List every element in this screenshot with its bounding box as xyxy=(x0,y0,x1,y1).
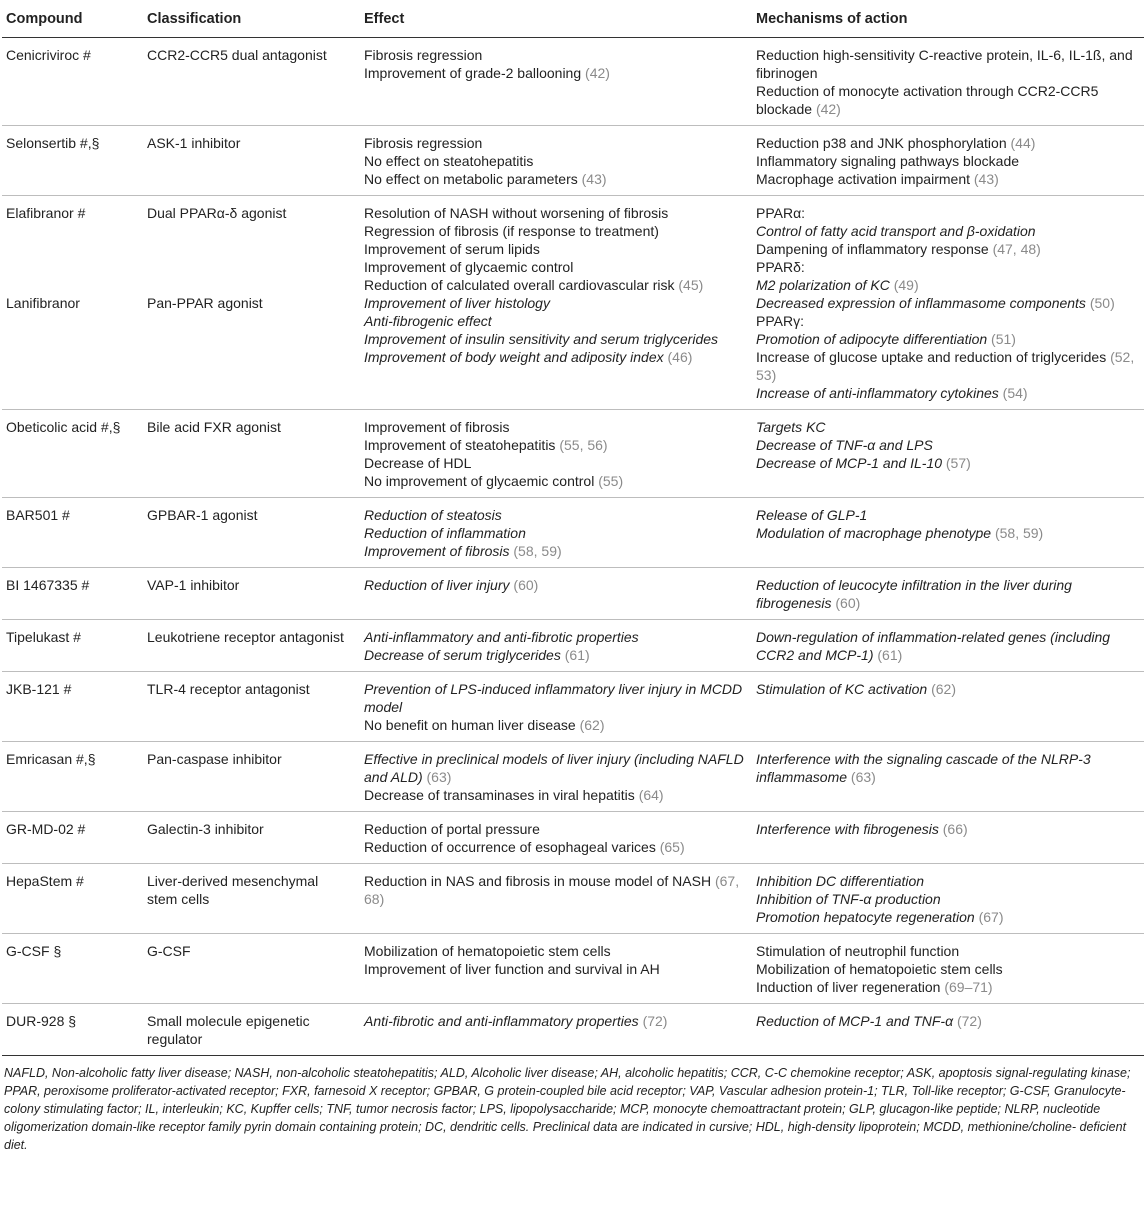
mechanism-line xyxy=(756,680,1136,698)
line-text: Decreased expression of inflammasome components xyxy=(756,295,1090,311)
mechanism-line xyxy=(756,204,1136,222)
effect-cell xyxy=(360,498,752,568)
compound-name: BAR501 # xyxy=(6,507,70,523)
line-text: Improvement of body weight and adiposity index xyxy=(364,349,668,365)
classification-cell xyxy=(143,568,360,620)
reference-link[interactable]: (64) xyxy=(638,787,664,803)
compound-name: JKB-121 # xyxy=(6,681,72,697)
effect-line xyxy=(364,960,744,978)
mechanism-line xyxy=(756,294,1136,312)
line-text: Decrease of MCP-1 and IL-10 xyxy=(756,455,946,471)
line-text: Interference with the signaling cascade of the NLRP-3 inflammasome xyxy=(756,751,1091,785)
effect-cell xyxy=(360,672,752,742)
compound-cell xyxy=(2,864,143,934)
mechanism-line xyxy=(756,524,1136,542)
effect-line xyxy=(364,542,744,560)
table-row xyxy=(2,38,1144,126)
line-text: Improvement of insulin sensitivity and serum triglycerides xyxy=(364,331,719,347)
effect-line xyxy=(364,46,744,64)
line-text: Reduction of occurrence of esophageal varices xyxy=(364,839,660,855)
effect-line xyxy=(364,454,744,472)
mechanism-cell xyxy=(752,196,1144,410)
effect-line xyxy=(364,716,744,734)
table-row xyxy=(2,1004,1144,1056)
line-text: Decrease of TNF-α and LPS xyxy=(756,437,933,453)
effect-line xyxy=(364,872,744,908)
classification-text: Galectin-3 inhibitor xyxy=(147,821,264,837)
compound-name: HepaStem # xyxy=(6,873,84,889)
effect-line xyxy=(364,170,744,188)
effect-cell xyxy=(360,812,752,864)
reference-link[interactable]: (72) xyxy=(642,1013,668,1029)
classification-text: Liver-derived mesenchymal stem cells xyxy=(147,873,319,907)
compound-name: G-CSF § xyxy=(6,943,62,959)
classification-cell xyxy=(143,196,360,410)
effect-line xyxy=(364,276,744,294)
mechanism-cell xyxy=(752,672,1144,742)
reference-link[interactable]: (52, 53) xyxy=(756,349,1135,383)
reference-link[interactable]: (43) xyxy=(581,171,607,187)
effect-line xyxy=(364,312,744,330)
line-text: Improvement of glycaemic control xyxy=(364,259,574,275)
reference-link[interactable]: (60) xyxy=(513,577,539,593)
line-text: Effective in preclinical models of liver injury (including NAFLD and ALD) xyxy=(364,751,744,785)
table-row xyxy=(2,934,1144,1004)
reference-link[interactable]: (67, 68) xyxy=(364,873,740,907)
line-text: Reduction in NAS and fibrosis in mouse model of NASH xyxy=(364,873,715,889)
reference-link[interactable]: (45) xyxy=(678,277,704,293)
classification-text: Pan-PPAR agonist xyxy=(147,295,263,311)
reference-link[interactable]: (54) xyxy=(1002,385,1028,401)
compound-cell xyxy=(2,620,143,672)
effect-line xyxy=(364,222,744,240)
reference-link[interactable]: (72) xyxy=(956,1013,982,1029)
reference-link[interactable]: (63) xyxy=(850,769,876,785)
classification-cell xyxy=(143,742,360,812)
reference-link[interactable]: (62) xyxy=(579,717,605,733)
compound-name: Elafibranor # xyxy=(6,205,86,221)
reference-link[interactable]: (50) xyxy=(1089,295,1115,311)
classification-text: Bile acid FXR agonist xyxy=(147,419,281,435)
line-text: Anti-fibrotic and anti-inflammatory properties xyxy=(364,1013,643,1029)
effect-cell xyxy=(360,38,752,126)
line-text: Reduction p38 and JNK phosphorylation xyxy=(756,135,1011,151)
line-text: Prevention of LPS-induced inflammatory liver injury in MCDD model xyxy=(364,681,743,715)
classification-cell xyxy=(143,126,360,196)
classification-cell xyxy=(143,812,360,864)
header-mechanism: Mechanisms of action xyxy=(752,0,1144,38)
mechanism-cell xyxy=(752,568,1144,620)
table-row xyxy=(2,126,1144,196)
mechanism-line xyxy=(756,872,1136,890)
table-row xyxy=(2,812,1144,864)
classification-cell xyxy=(143,1004,360,1056)
classification-cell xyxy=(143,410,360,498)
effect-line xyxy=(364,204,744,222)
reference-link[interactable]: (66) xyxy=(942,821,968,837)
effect-line xyxy=(364,294,744,312)
mechanism-line xyxy=(756,276,1136,294)
reference-link[interactable]: (43) xyxy=(973,171,999,187)
reference-link[interactable]: (69–71) xyxy=(944,979,993,995)
effect-line xyxy=(364,680,744,716)
mechanism-line xyxy=(756,134,1136,152)
mechanism-cell xyxy=(752,742,1144,812)
compound-name: Emricasan #,§ xyxy=(6,751,96,767)
line-text: Mobilization of hematopoietic stem cells xyxy=(756,961,1003,977)
compound-name: BI 1467335 # xyxy=(6,577,90,593)
effect-line xyxy=(364,838,744,856)
effect-line xyxy=(364,576,744,594)
mechanism-line xyxy=(756,170,1136,188)
mechanism-cell xyxy=(752,1004,1144,1056)
mechanism-cell xyxy=(752,410,1144,498)
line-text: Release of GLP-1 xyxy=(756,507,868,523)
table-row xyxy=(2,864,1144,934)
line-text: Improvement of liver histology xyxy=(364,295,550,311)
mechanism-line xyxy=(756,222,1136,240)
header-classification: Classification xyxy=(143,0,360,38)
reference-link[interactable]: (67) xyxy=(978,909,1004,925)
effect-line xyxy=(364,524,744,542)
mechanism-line xyxy=(756,240,1136,258)
line-text: Mobilization of hematopoietic stem cells xyxy=(364,943,611,959)
classification-text: Dual PPARα-δ agonist xyxy=(147,205,287,221)
effect-line xyxy=(364,750,744,786)
mechanism-line xyxy=(756,152,1136,170)
mechanism-cell xyxy=(752,864,1144,934)
compound-cell xyxy=(2,126,143,196)
mechanism-line xyxy=(756,454,1136,472)
line-text: Stimulation of neutrophil function xyxy=(756,943,960,959)
classification-cell xyxy=(143,498,360,568)
line-text: Promotion hepatocyte regeneration xyxy=(756,909,979,925)
table-row xyxy=(2,498,1144,568)
classification-text: ASK-1 inhibitor xyxy=(147,135,241,151)
header-compound: Compound xyxy=(2,0,143,38)
mechanism-line xyxy=(756,312,1136,330)
effect-cell xyxy=(360,1004,752,1056)
mechanism-cell xyxy=(752,498,1144,568)
mechanism-line xyxy=(756,1012,1136,1030)
line-text: Improvement of fibrosis xyxy=(364,543,514,559)
compound-cell xyxy=(2,742,143,812)
line-text: Improvement of liver function and survival in AH xyxy=(364,961,660,977)
effect-line xyxy=(364,258,744,276)
effect-line xyxy=(364,628,744,646)
line-text: Interference with fibrogenesis xyxy=(756,821,943,837)
line-text: Targets KC xyxy=(756,419,826,435)
effect-cell xyxy=(360,196,752,410)
line-text: Reduction of portal pressure xyxy=(364,821,540,837)
mechanism-cell xyxy=(752,620,1144,672)
compound-cell xyxy=(2,38,143,126)
effect-line xyxy=(364,820,744,838)
effect-line xyxy=(364,134,744,152)
effect-line xyxy=(364,152,744,170)
effect-cell xyxy=(360,568,752,620)
reference-link[interactable]: (60) xyxy=(835,595,861,611)
effect-line xyxy=(364,506,744,524)
spacer xyxy=(147,222,352,294)
line-text: Reduction of inflammation xyxy=(364,525,526,541)
classification-text: CCR2-CCR5 dual antagonist xyxy=(147,47,327,63)
reference-link[interactable]: (49) xyxy=(893,277,919,293)
table-row xyxy=(2,742,1144,812)
reference-link[interactable]: (57) xyxy=(945,455,971,471)
line-text: PPARδ: xyxy=(756,259,805,275)
reference-link[interactable]: (65) xyxy=(659,839,685,855)
classification-cell xyxy=(143,934,360,1004)
line-text: PPARγ: xyxy=(756,313,804,329)
line-text: Reduction of liver injury xyxy=(364,577,514,593)
line-text: Decrease of HDL xyxy=(364,455,472,471)
line-text: Anti-fibrogenic effect xyxy=(364,313,492,329)
classification-cell xyxy=(143,672,360,742)
line-text: Reduction of monocyte activation through CCR2-CCR5 blockade xyxy=(756,83,1099,117)
line-text: Control of fatty acid transport and β-oxidation xyxy=(756,223,1036,239)
mechanism-line xyxy=(756,506,1136,524)
compound-cell xyxy=(2,1004,143,1056)
compound-cell xyxy=(2,498,143,568)
mechanism-line xyxy=(756,750,1136,786)
effect-line xyxy=(364,348,744,366)
line-text: Reduction high-sensitivity C-reactive protein, IL-6, IL-1ß, and fibrinogen xyxy=(756,47,1133,81)
compound-cell xyxy=(2,934,143,1004)
classification-text: Pan-caspase inhibitor xyxy=(147,751,282,767)
line-text: Dampening of inflammatory response xyxy=(756,241,993,257)
table-footnote: NAFLD, Non-alcoholic fatty liver disease; NASH, non-alcoholic steatohepatitis; ALD, Alcoholic liver disease; AH, alcoholic hepatitis; CCR, C-C chemokine receptor; ASK, apoptosis signal-regulating kinase; PPAR, peroxisome proliferator-activated receptor; FXR, farnesoid X receptor; GPBAR, G protein-coupled bile acid receptor; VAP, Vascular adhesion protein-1; TLR, Toll-like receptor; G-CSF, Granulocyte-colony stimulating factor; IL, interleukin; KC, Kupffer cells; TNF, tumor necrosis factor; LPS, lipopolysaccharide; MCP, monocyte chemoattractant protein; GLP, glucagon-like peptide; NLRP, nucleotide oligomerization domain-like receptor family pyrin domain containing protein; DC, dendritic cells. Preclinical data are indicated in cursive; HDL, high-density lipoprotein; MCDD, methionine/choline- deficient diet. xyxy=(4,1066,1131,1152)
mechanism-cell xyxy=(752,934,1144,1004)
reference-link[interactable]: (42) xyxy=(815,101,841,117)
effect-cell xyxy=(360,742,752,812)
reference-link[interactable]: (47, 48) xyxy=(992,241,1041,257)
mechanism-line xyxy=(756,820,1136,838)
mechanism-line xyxy=(756,960,1136,978)
classification-text: GPBAR-1 agonist xyxy=(147,507,258,523)
line-text: Increase of anti-inflammatory cytokines xyxy=(756,385,1003,401)
mechanism-line xyxy=(756,890,1136,908)
effect-line xyxy=(364,646,744,664)
classification-text: TLR-4 receptor antagonist xyxy=(147,681,310,697)
compound-name: GR-MD-02 # xyxy=(6,821,86,837)
effect-cell xyxy=(360,126,752,196)
line-text: No effect on steatohepatitis xyxy=(364,153,534,169)
mechanism-line xyxy=(756,942,1136,960)
mechanism-line xyxy=(756,330,1136,348)
table-row xyxy=(2,196,1144,410)
mechanism-line xyxy=(756,82,1136,118)
line-text: Inhibition of TNF-α production xyxy=(756,891,941,907)
line-text: No effect on metabolic parameters xyxy=(364,171,582,187)
line-text: Induction of liver regeneration xyxy=(756,979,945,995)
line-text: No improvement of glycaemic control xyxy=(364,473,599,489)
classification-text: VAP-1 inhibitor xyxy=(147,577,240,593)
line-text: Reduction of calculated overall cardiovascular risk xyxy=(364,277,679,293)
reference-link[interactable]: (61) xyxy=(564,647,590,663)
compound-cell xyxy=(2,410,143,498)
line-text: Improvement of serum lipids xyxy=(364,241,540,257)
line-text: Promotion of adipocyte differentiation xyxy=(756,331,992,347)
classification-text: Small molecule epigenetic regulator xyxy=(147,1013,310,1047)
compounds-table xyxy=(2,0,1144,1056)
line-text: Reduction of leucocyte infiltration in the liver during fibrogenesis xyxy=(756,577,1072,611)
compound-name: Cenicriviroc # xyxy=(6,47,91,63)
reference-link[interactable]: (58, 59) xyxy=(513,543,562,559)
mechanism-line xyxy=(756,418,1136,436)
compound-name: DUR-928 § xyxy=(6,1013,77,1029)
mechanism-cell xyxy=(752,812,1144,864)
line-text: Inhibition DC differentiation xyxy=(756,873,925,889)
effect-line xyxy=(364,240,744,258)
classification-cell xyxy=(143,864,360,934)
line-text: Fibrosis regression xyxy=(364,135,483,151)
compound-cell xyxy=(2,672,143,742)
reference-link[interactable]: (51) xyxy=(991,331,1016,347)
classification-text: Leukotriene receptor antagonist xyxy=(147,629,344,645)
line-text: Anti-inflammatory and anti-fibrotic properties xyxy=(364,629,639,645)
reference-link[interactable]: (55, 56) xyxy=(559,437,608,453)
line-text: Macrophage activation impairment xyxy=(756,171,974,187)
mechanism-line xyxy=(756,258,1136,276)
mechanism-cell xyxy=(752,126,1144,196)
effect-cell xyxy=(360,620,752,672)
table-row xyxy=(2,620,1144,672)
classification-text: G-CSF xyxy=(147,943,191,959)
effect-line xyxy=(364,330,744,348)
line-text: Reduction of steatosis xyxy=(364,507,502,523)
effect-line xyxy=(364,942,744,960)
compound-cell xyxy=(2,196,143,410)
line-text: Improvement of fibrosis xyxy=(364,419,510,435)
mechanism-line xyxy=(756,436,1136,454)
mechanism-line xyxy=(756,46,1136,82)
compound-name: Lanifibranor xyxy=(6,295,80,311)
line-text: Decrease of transaminases in viral hepatitis xyxy=(364,787,639,803)
line-text: Regression of fibrosis (if response to treatment) xyxy=(364,223,659,239)
mechanism-cell xyxy=(752,38,1144,126)
effect-cell xyxy=(360,864,752,934)
table-row xyxy=(2,672,1144,742)
reference-link[interactable]: (55) xyxy=(598,473,624,489)
line-text: Decrease of serum triglycerides xyxy=(364,647,565,663)
reference-link[interactable]: (44) xyxy=(1010,135,1036,151)
table-row xyxy=(2,568,1144,620)
reference-link[interactable]: (58, 59) xyxy=(994,525,1044,541)
compound-name: Tipelukast # xyxy=(6,629,81,645)
line-text: No benefit on human liver disease xyxy=(364,717,580,733)
line-text: Inflammatory signaling pathways blockade xyxy=(756,153,1020,169)
line-text: Improvement of grade-2 ballooning xyxy=(364,65,586,81)
mechanism-line xyxy=(756,978,1136,996)
mechanism-line xyxy=(756,348,1136,384)
header-row xyxy=(2,0,1144,38)
mechanism-line xyxy=(756,384,1136,402)
effect-cell xyxy=(360,934,752,1004)
compound-name: Selonsertib #,§ xyxy=(6,135,100,151)
table-row xyxy=(2,410,1144,498)
classification-cell xyxy=(143,620,360,672)
compound-cell xyxy=(2,568,143,620)
effect-line xyxy=(364,64,744,82)
mechanism-line xyxy=(756,576,1136,612)
effect-line xyxy=(364,436,744,454)
line-text: Resolution of NASH without worsening of fibrosis xyxy=(364,205,669,221)
line-text: Fibrosis regression xyxy=(364,47,483,63)
mechanism-line xyxy=(756,628,1136,664)
compound-name: Obeticolic acid #,§ xyxy=(6,419,121,435)
table-body xyxy=(2,38,1144,1056)
reference-link[interactable]: (63) xyxy=(426,769,452,785)
header-effect: Effect xyxy=(360,0,752,38)
reference-link[interactable]: (62) xyxy=(931,681,956,697)
effect-line xyxy=(364,786,744,804)
reference-link[interactable]: (42) xyxy=(585,65,610,81)
line-text: Stimulation of KC activation xyxy=(756,681,932,697)
line-text: Improvement of steatohepatitis xyxy=(364,437,560,453)
effect-line xyxy=(364,472,744,490)
compound-cell xyxy=(2,812,143,864)
line-text: PPARα: xyxy=(756,205,806,221)
line-text: Reduction of MCP-1 and TNF-α xyxy=(756,1013,957,1029)
effect-line xyxy=(364,1012,744,1030)
line-text: M2 polarization of KC xyxy=(756,277,894,293)
effect-cell xyxy=(360,410,752,498)
line-text: Modulation of macrophage phenotype xyxy=(756,525,995,541)
line-text: Increase of glucose uptake and reduction of triglycerides xyxy=(756,349,1111,365)
reference-link[interactable]: (46) xyxy=(667,349,693,365)
effect-line xyxy=(364,418,744,436)
line-text: Down-regulation of inflammation-related genes (including CCR2 and MCP-1) xyxy=(756,629,1111,663)
mechanism-line xyxy=(756,908,1136,926)
spacer xyxy=(6,222,135,294)
reference-link[interactable]: (61) xyxy=(877,647,903,663)
classification-cell xyxy=(143,38,360,126)
